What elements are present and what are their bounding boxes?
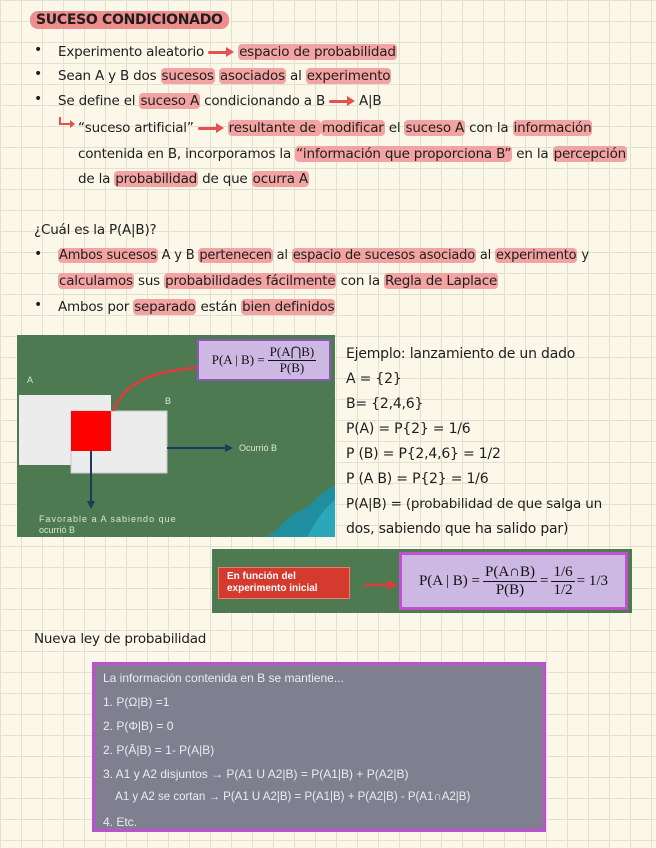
sub-line-1: “suceso artificial” resultante de modificar el suceso A con la información [78, 120, 592, 136]
bullet-dot: • [34, 66, 43, 82]
question-bullet-1: Ambos sucesos A y B pertenecen al espacio de sucesos asociado al experimento y [59, 248, 589, 263]
example-line: P(A|B) = (probabilidad de que salga un [346, 496, 602, 512]
law-line: 1. P(Ω|B) =1 [103, 695, 170, 709]
venn-diagram-panel [17, 335, 335, 537]
sub-line-3: de la probabilidad de que ocurra A [78, 171, 308, 187]
example-line: P (A B) = P{2} = 1/6 [346, 471, 489, 487]
law-line: 2. P(Φ|B) = 0 [103, 719, 174, 733]
label-favorable-2: ocurrió B [39, 525, 76, 535]
red-arrow-icon [208, 47, 234, 57]
example-line: B= {2,4,6} [346, 396, 424, 412]
bullet-dot: • [34, 91, 43, 107]
question-heading: ¿Cuál es la P(A|B)? [34, 222, 157, 238]
intro-bullet-1: Experimento aleatorio espacio de probabilidad [58, 44, 396, 60]
law-box [92, 662, 546, 832]
page-title: SUCESO CONDICIONADO [30, 12, 229, 28]
arrow-right-icon [225, 444, 233, 452]
example-line: dos, sabiendo que ha salido par) [346, 521, 569, 537]
example-line: A = {2} [346, 371, 402, 387]
sub-line-2: contenida en B, incorporamos la “información que proporciona B” en la percepción [78, 146, 626, 162]
bullet-dot: • [34, 42, 43, 58]
red-arrow-icon [329, 96, 355, 106]
example-line: P(A) = P{2} = 1/6 [346, 421, 471, 437]
formula-fraction: $\frac{P(A⋂B)}{P(B)}$ [269, 344, 315, 375]
question-bullet-2: Ambos por separado están bien definidos [58, 299, 335, 315]
bullet-dot: • [34, 297, 43, 313]
label-occurred-b: Ocurrió B [239, 443, 278, 453]
bullet-dot: • [34, 246, 43, 262]
return-arrow-icon [58, 116, 76, 130]
intersection-rect [71, 411, 111, 451]
formula-fraction: $\frac{P(A\cap B)}{P(B)}$ [485, 564, 536, 598]
label-b: B [165, 396, 172, 406]
intro-bullet-3: Se define el suceso A condicionando a B A|B [58, 93, 382, 109]
function-formula-box: P(A | B) = $\frac{P(A\cap B)}{P(B)}$ = $\frac{1/6}{1/2}$ = 1/3 [399, 552, 628, 610]
arrow-down-icon [87, 501, 95, 509]
formula-fraction: $\frac{1/6}{1/2}$ [553, 564, 573, 598]
red-arrow-icon [198, 123, 224, 133]
conditional-formula-box: P(A | B) = $\frac{P(A⋂B)}{P(B)}$ [197, 339, 331, 381]
law-heading: Nueva ley de probabilidad [34, 631, 207, 647]
label-favorable-1: Favorable a A sabiendo que [39, 514, 177, 524]
example-line: P (B) = P{2,4,6} = 1/2 [346, 446, 501, 462]
red-arrow-icon [364, 579, 398, 591]
law-line: La información contenida en B se mantiene... [103, 671, 344, 685]
law-line: 4. Etc. [103, 815, 138, 829]
label-a: A [27, 375, 34, 385]
function-panel [212, 549, 632, 613]
connector-curve [113, 367, 199, 411]
law-line: 2. P(Ā|B) = 1- P(A|B) [103, 743, 215, 757]
function-label-box: En función del experimento inicial [218, 567, 350, 599]
question-bullet-1-cont: calculamos sus probabilidades fácilmente con la Regla de Laplace [59, 273, 498, 289]
intro-bullet-2: Sean A y B dos sucesos asociados al experimento [58, 68, 391, 84]
law-line: A1 y A2 se cortan → P(A1 U A2|B) = P(A1|B) + P(A2|B) - P(A1∩A2|B) [103, 791, 471, 803]
law-line: 3. A1 y A2 disjuntos → P(A1 U A2|B) = P(A1|B) + P(A2|B) [103, 767, 409, 781]
example-heading: Ejemplo: lanzamiento de un dado [346, 346, 576, 362]
